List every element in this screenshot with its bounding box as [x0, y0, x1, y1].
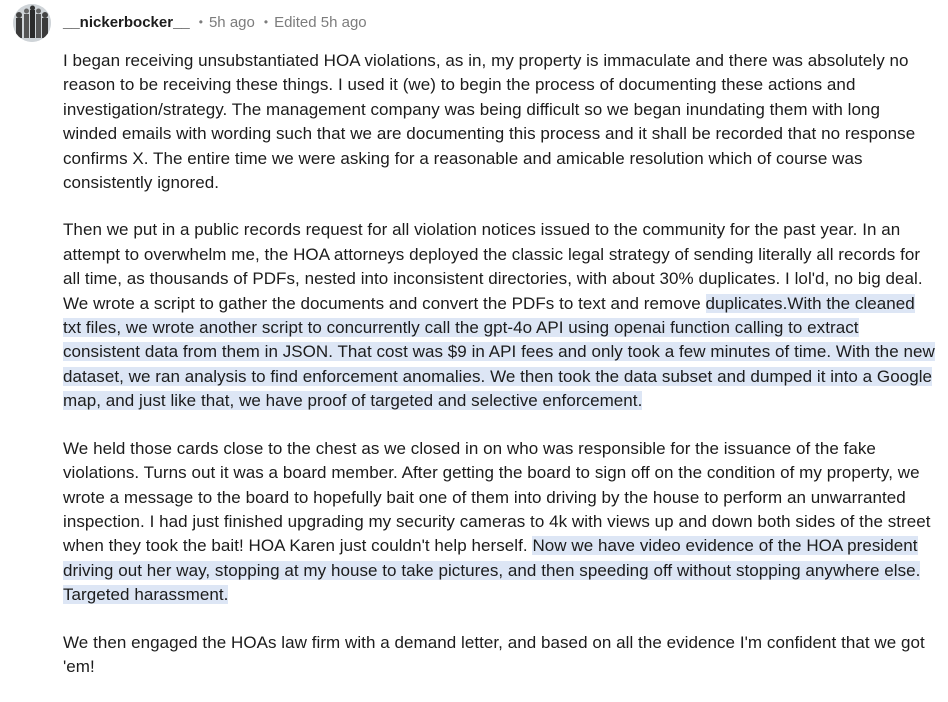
avatar-icon	[13, 4, 51, 42]
paragraph-text: Then we put in a public records request for all violation notices issued to the community for the past year. In an attempt to overwhelm me, the HOA attorneys deployed the classic legal strategy of sending literally all records for all time, as thousands of PDFs, nested into inconsistent directories, with about 30% duplicates. I lol'd, no big deal. We wrote a script to gather the documents and convert the PDFs to text and remove	[63, 220, 923, 313]
paragraph-text: We held those cards close to the chest as we closed in on who was responsible for the issuance of the fake violations. Turns out it was a board member. After getting the board to sign off on the condition of my property, we wrote a message to the board to hopefully bait one of them into driving by the house to perform an unwarranted inspection. I had just finished upgrading my security cameras to 4k with views up and down both sides of the street when they took the bait! HOA Karen just couldn't help herself.	[63, 438, 931, 556]
username-link[interactable]: __nickerbocker__	[63, 13, 190, 31]
comment-meta	[63, 12, 367, 32]
highlighted-text: duplicates.With the cleaned txt files, we wrote another script to concurrently call the gpt-4o API using openai function calling to extract consistent data from them in JSON. That cost was $9 in API fees and only took a few minutes of time. With the new dataset, we ran analysis to find enforcement anomalies. We then took the data subset and dumped it into a Google map, and just like that, we have proof of targeted and selective enforcement.	[63, 293, 935, 411]
timestamp[interactable]: 5h ago	[208, 13, 255, 31]
comment-paragraph-1	[63, 49, 935, 195]
comment-paragraph-3	[63, 437, 935, 608]
avatar[interactable]	[13, 4, 51, 42]
comment-paragraph-4	[63, 631, 935, 680]
highlighted-text: Now we have video evidence of the HOA president driving out her way, stopping at my house to take pictures, and then speeding off without stopping anywhere else. Targeted harassment.	[63, 536, 921, 605]
comment-body	[63, 49, 935, 702]
edited-label: Edited 5h ago	[274, 13, 367, 31]
separator-dot: •	[198, 15, 203, 29]
paragraph-text: We then engaged the HOAs law firm with a demand letter, and based on all the evidence I'm confident that we got 'em!	[63, 632, 925, 676]
separator-dot: •	[263, 15, 269, 29]
paragraph-text: I began receiving unsubstantiated HOA violations, as in, my property is immaculate and there was absolutely no reason to be receiving these things. I used it (we) to begin the process of documenting these actions and investigation/strategy. The management company was being difficult so we began inundating them with long winded emails with wording such that we are documenting this process and it shall be recorded that no response confirms X. The entire time we were asking for a reasonable and amicable resolution which of course was consistently ignored.	[63, 51, 916, 193]
comment-paragraph-2	[63, 218, 935, 413]
